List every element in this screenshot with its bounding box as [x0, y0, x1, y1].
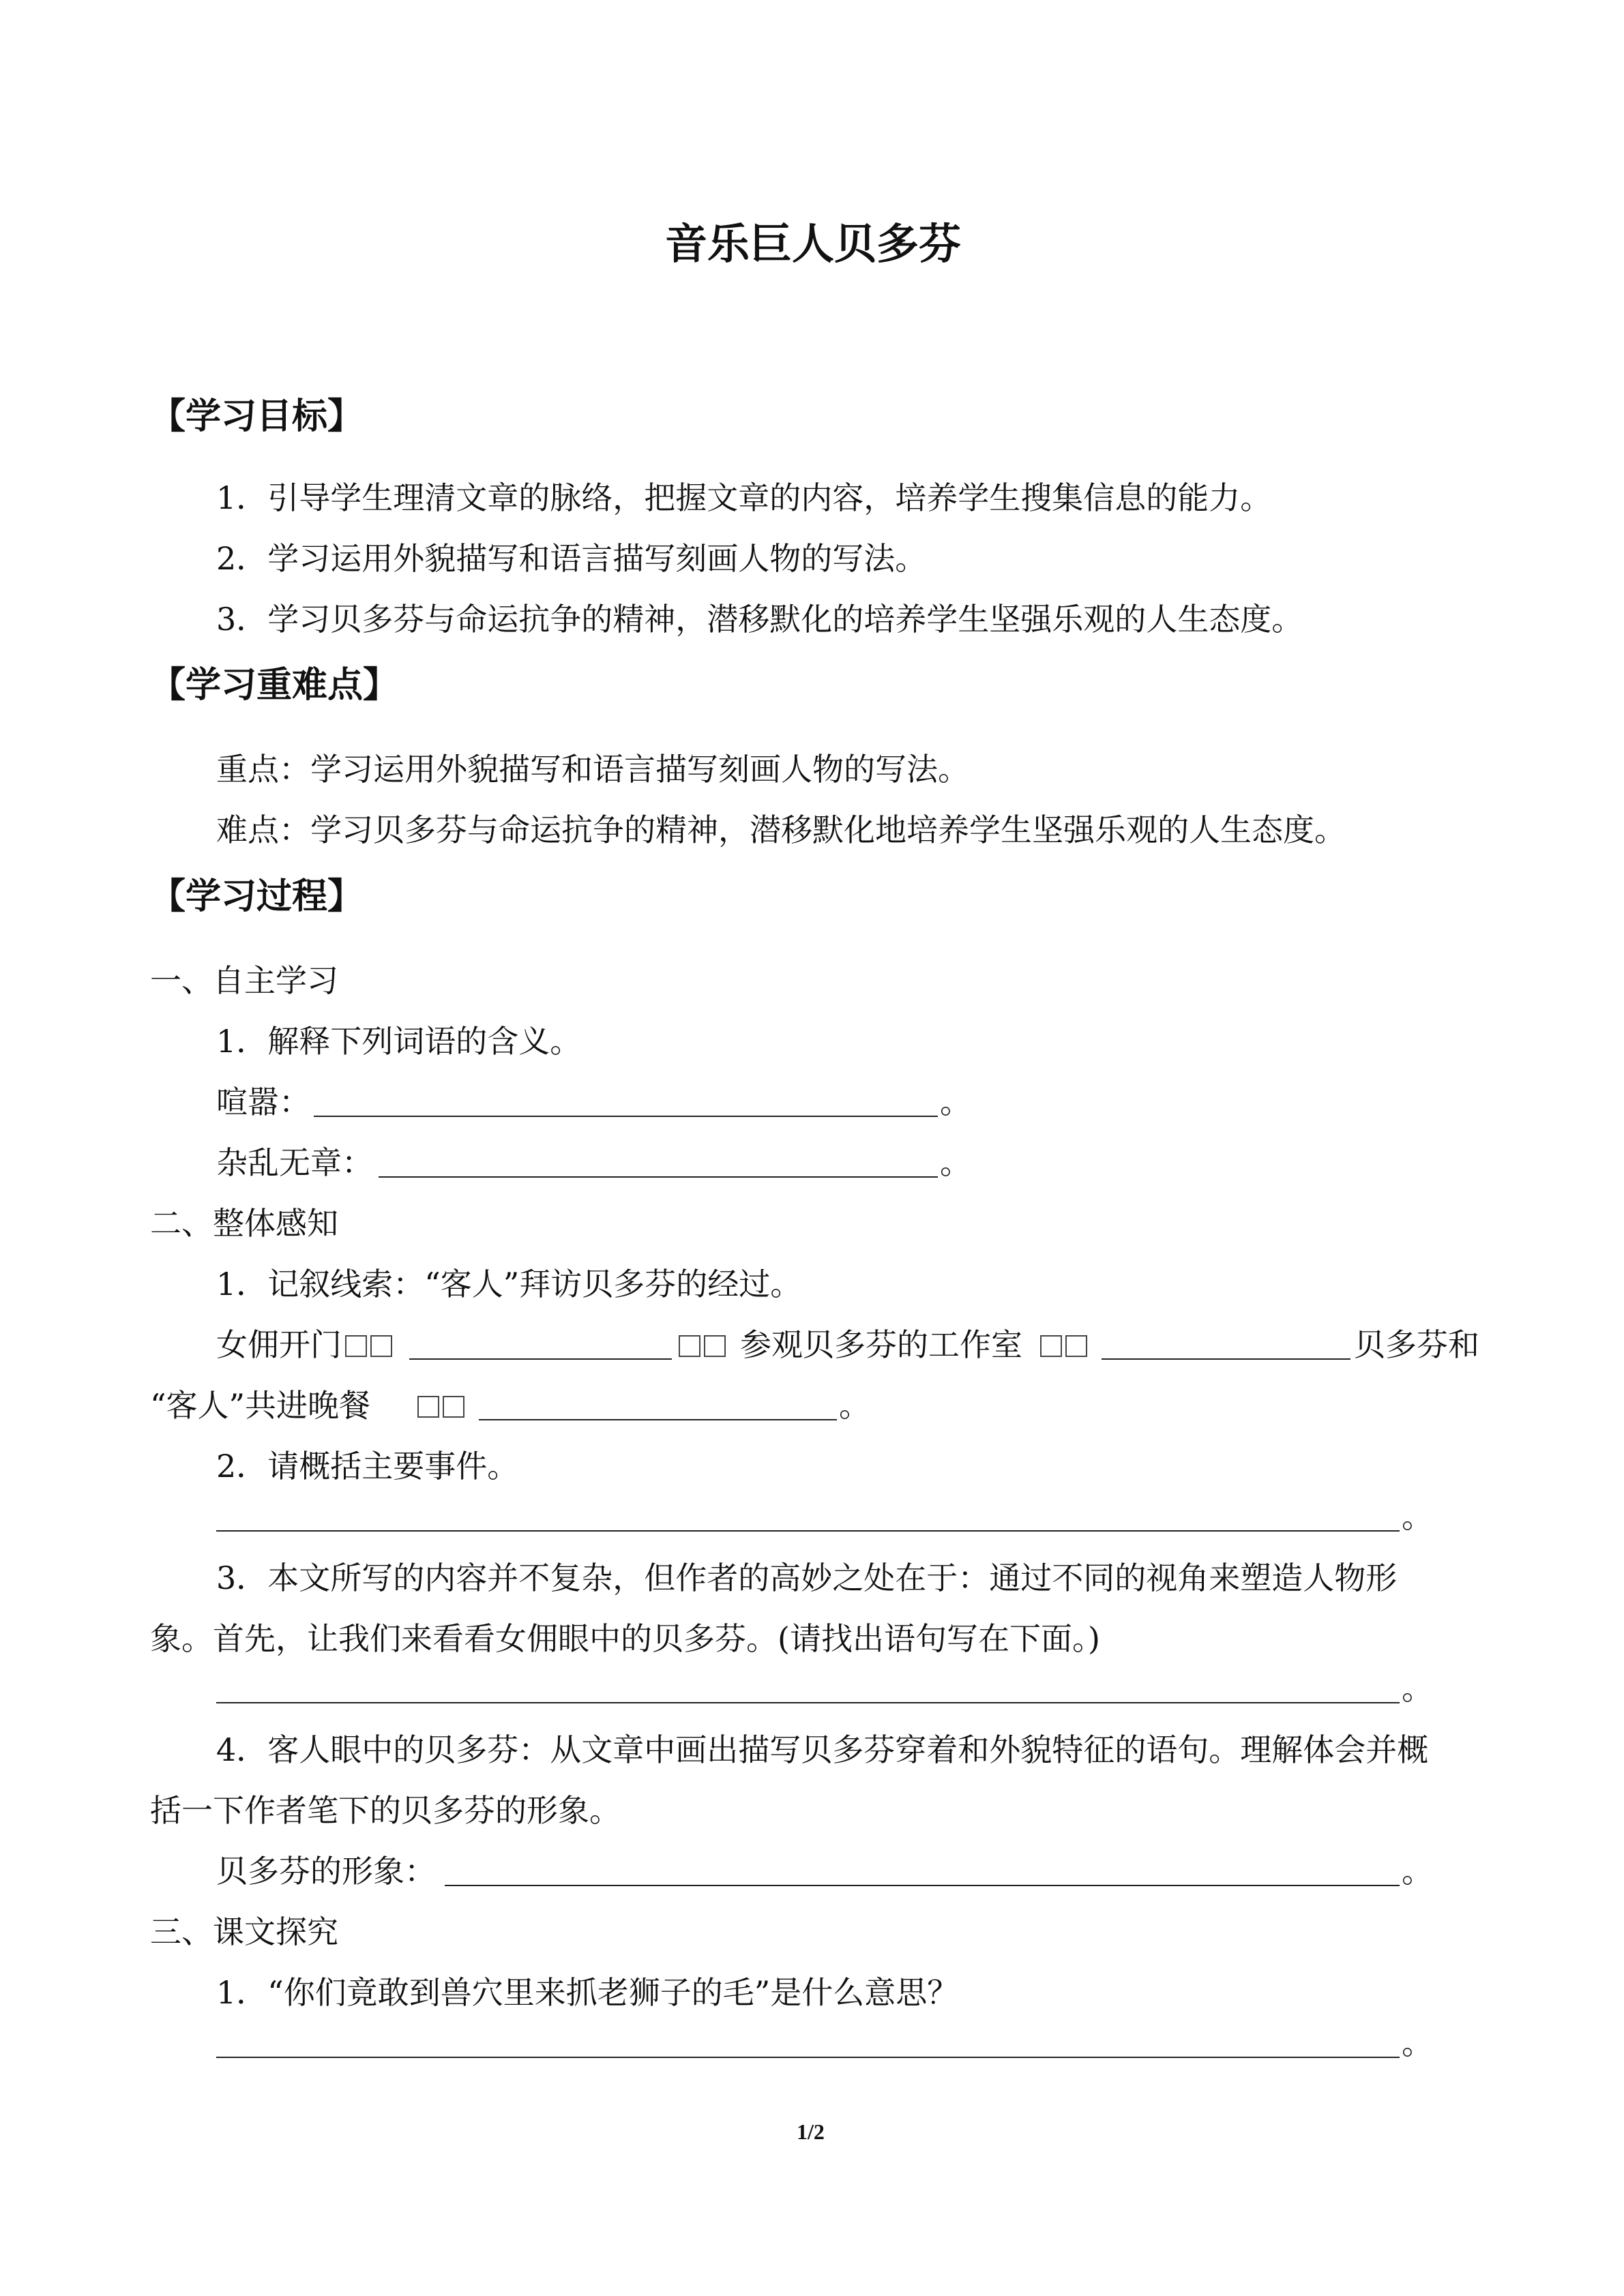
key-point-item: 重点：学习运用外貌描写和语言描写刻画人物的写法。	[216, 751, 969, 788]
page-title: 音乐巨人贝多芬	[665, 219, 962, 269]
period: 。	[940, 1144, 971, 1181]
part2-question-4-cont: 括一下作者笔下的贝多芬的形象。	[150, 1792, 621, 1829]
answer-blank[interactable]	[314, 1116, 938, 1117]
flow-step-3: 贝多芬和	[1354, 1326, 1479, 1363]
answer-blank[interactable]	[409, 1358, 672, 1360]
period: 。	[1402, 2025, 1433, 2061]
answer-blank[interactable]	[1102, 1358, 1350, 1360]
answer-blank[interactable]	[445, 1885, 1400, 1886]
word-label-zaluanwuzhang: 杂乱无章：	[216, 1144, 373, 1181]
objective-item: 2．学习运用外貌描写和语言描写刻画人物的写法。	[216, 540, 927, 577]
answer-blank[interactable]	[216, 1530, 1400, 1532]
part3-heading: 三、课文探究	[150, 1913, 338, 1950]
flow-step-3-cont: “客人”共进晚餐	[150, 1387, 371, 1424]
period: 。	[839, 1387, 870, 1424]
objective-item: 1．引导学生理清文章的脉络，把握文章的内容，培养学生搜集信息的能力。	[216, 479, 1272, 516]
arrow-placeholder-icon	[679, 1324, 729, 1365]
image-label: 贝多芬的形象：	[216, 1853, 436, 1890]
part2-question-1: 1．记叙线索：“客人”拜访贝多芬的经过。	[216, 1266, 802, 1302]
period: 。	[1402, 1498, 1433, 1535]
part2-heading: 二、整体感知	[150, 1205, 338, 1242]
objectives-heading: 【学习目标】	[150, 396, 364, 437]
period: 。	[1402, 1853, 1433, 1890]
word-label-xuanxiao: 喧嚣：	[216, 1084, 310, 1120]
objective-item: 3．学习贝多芬与命运抗争的精神，潜移默化的培养学生坚强乐观的人生态度。	[216, 601, 1303, 638]
flow-step-2: 参观贝多芬的工作室	[740, 1326, 1022, 1363]
difficult-point-item: 难点：学习贝多芬与命运抗争的精神，潜移默化地培养学生坚强乐观的人生态度。	[216, 811, 1346, 848]
part2-question-2: 2．请概括主要事件。	[216, 1448, 519, 1485]
key-points-heading: 【学习重难点】	[150, 665, 399, 706]
part1-question-1: 1．解释下列词语的含义。	[216, 1023, 582, 1060]
page-number: 1/2	[797, 2119, 825, 2144]
part2-question-3: 3．本文所写的内容并不复杂，但作者的高妙之处在于：通过不同的视角来塑造人物形	[216, 1560, 1398, 1596]
part1-heading: 一、自主学习	[150, 962, 338, 999]
period: 。	[940, 1084, 971, 1120]
answer-blank[interactable]	[479, 1419, 837, 1420]
part2-question-3-cont: 象。首先，让我们来看看女佣眼中的贝多芬。(请找出语句写在下面。)	[150, 1620, 1100, 1657]
period: 。	[1402, 1670, 1433, 1707]
process-heading: 【学习过程】	[150, 876, 364, 917]
flow-step-1: 女佣开门	[216, 1326, 342, 1363]
part3-question-1: 1．“你们竟敢到兽穴里来抓老狮子的毛”是什么意思？	[216, 1974, 959, 2011]
answer-blank[interactable]	[216, 1702, 1400, 1703]
part2-question-4: 4．客人眼中的贝多芬：从文章中画出描写贝多芬穿着和外貌特征的语句。理解体会并概	[216, 1731, 1429, 1768]
answer-blank[interactable]	[379, 1176, 938, 1178]
answer-blank[interactable]	[216, 2057, 1400, 2058]
arrow-placeholder-icon	[1040, 1324, 1091, 1365]
arrow-placeholder-icon	[417, 1385, 468, 1426]
arrow-placeholder-icon	[345, 1324, 396, 1365]
